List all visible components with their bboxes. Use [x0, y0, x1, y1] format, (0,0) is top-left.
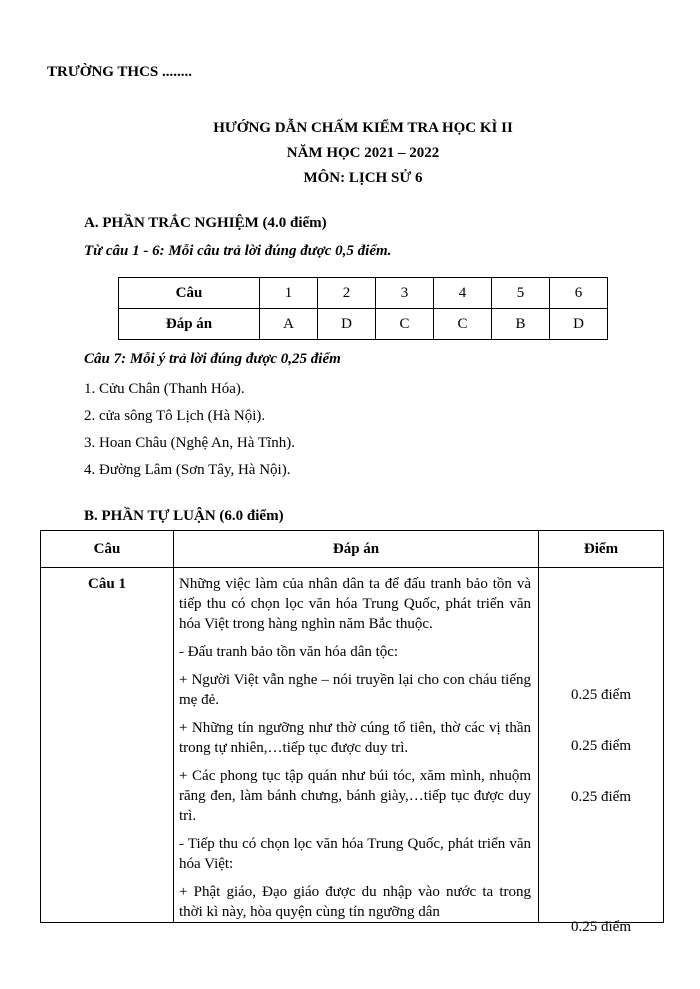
answer-row	[119, 309, 608, 340]
answer-cell	[174, 568, 539, 923]
list-item: 3. Hoan Châu (Nghệ An, Hà Tĩnh).	[84, 435, 295, 451]
question-number: 5	[492, 278, 550, 309]
question-row	[119, 278, 608, 309]
question-number: 2	[318, 278, 376, 309]
title-line-2: NĂM HỌC 2021 – 2022	[286, 145, 440, 161]
question-row-label: Câu	[119, 278, 260, 309]
question-number: 3	[376, 278, 434, 309]
answer-paragraph: - Tiếp thu có chọn lọc văn hóa Trung Quốc, phát triển văn hóa Việt:	[179, 836, 531, 872]
multiple-choice-answer-table	[118, 277, 608, 340]
school-name: TRƯỜNG THCS ........	[47, 64, 193, 80]
answer-row-label: Đáp án	[119, 309, 260, 340]
question-cell	[41, 568, 174, 923]
answer-paragraph: + Những tín ngưỡng như thờ cúng tổ tiên, thờ các vị thần trong tự nhiên,…tiếp tục được duy trì.	[179, 720, 531, 756]
answer-paragraph: - Đấu tranh bảo tồn văn hóa dân tộc:	[179, 644, 399, 660]
title-line-1: HƯỚNG DẪN CHẤM KIỂM TRA HỌC KÌ II	[213, 120, 513, 136]
list-item: 1. Cửu Chân (Thanh Hóa).	[84, 381, 245, 397]
answer-content	[174, 568, 538, 922]
answer-paragraph: Những việc làm của nhân dân ta để đấu tranh bảo tồn và tiếp thu có chọn lọc văn hóa Trung Quốc, phát triển văn hóa Việt trong hàng nghìn năm Bắc thuộc.	[179, 576, 531, 632]
answer-paragraph: + Người Việt vẫn nghe – nói truyền lại cho con cháu tiếng mẹ đẻ.	[179, 672, 531, 708]
column-header-question: Câu	[41, 531, 174, 568]
answer-key: A	[260, 309, 318, 340]
column-header-score: Điểm	[539, 531, 664, 568]
list-item: 2. cửa sông Tô Lịch (Hà Nội).	[84, 408, 266, 424]
answer-key: C	[434, 309, 492, 340]
score-cell	[539, 568, 664, 935]
essay-grading-table	[40, 530, 664, 935]
document-title	[0, 116, 700, 191]
question-7-answer-list	[84, 376, 295, 484]
score-value: 0.25 điểm	[571, 919, 631, 935]
score-value: 0.25 điểm	[571, 789, 631, 805]
section-a-heading: A. PHẦN TRẮC NGHIỆM (4.0 điểm)	[84, 215, 327, 231]
section-b-heading: B. PHẦN TỰ LUẬN (6.0 điểm)	[84, 508, 284, 524]
answer-paragraph: + Các phong tục tập quán như búi tóc, xăm mình, nhuộm răng đen, làm bánh chưng, bánh giày,…tiếp tục được duy trì.	[179, 768, 531, 824]
question-number: 4	[434, 278, 492, 309]
question-number: 1	[260, 278, 318, 309]
table-header-row	[41, 531, 664, 568]
score-value: 0.25 điểm	[571, 687, 631, 703]
list-item: 4. Đường Lâm (Sơn Tây, Hà Nội).	[84, 462, 291, 478]
answer-key: D	[318, 309, 376, 340]
answer-paragraph: + Phật giáo, Đạo giáo được du nhập vào nước ta trong thời kì này, hòa quyện cùng tín ngưỡng dân	[179, 884, 531, 920]
question-label: Câu 1	[88, 576, 126, 592]
title-line-3: MÔN: LỊCH SỬ 6	[303, 170, 423, 186]
table-row	[41, 568, 664, 923]
section-a-instruction: Từ câu 1 - 6: Mỗi câu trả lời đúng được 0,5 điểm.	[84, 243, 392, 259]
answer-key: D	[550, 309, 608, 340]
answer-key: C	[376, 309, 434, 340]
column-header-answer: Đáp án	[174, 531, 539, 568]
score-value: 0.25 điểm	[571, 738, 631, 754]
question-7-instruction: Câu 7: Mỗi ý trả lời đúng được 0,25 điểm	[84, 351, 341, 367]
answer-key: B	[492, 309, 550, 340]
question-number: 6	[550, 278, 608, 309]
